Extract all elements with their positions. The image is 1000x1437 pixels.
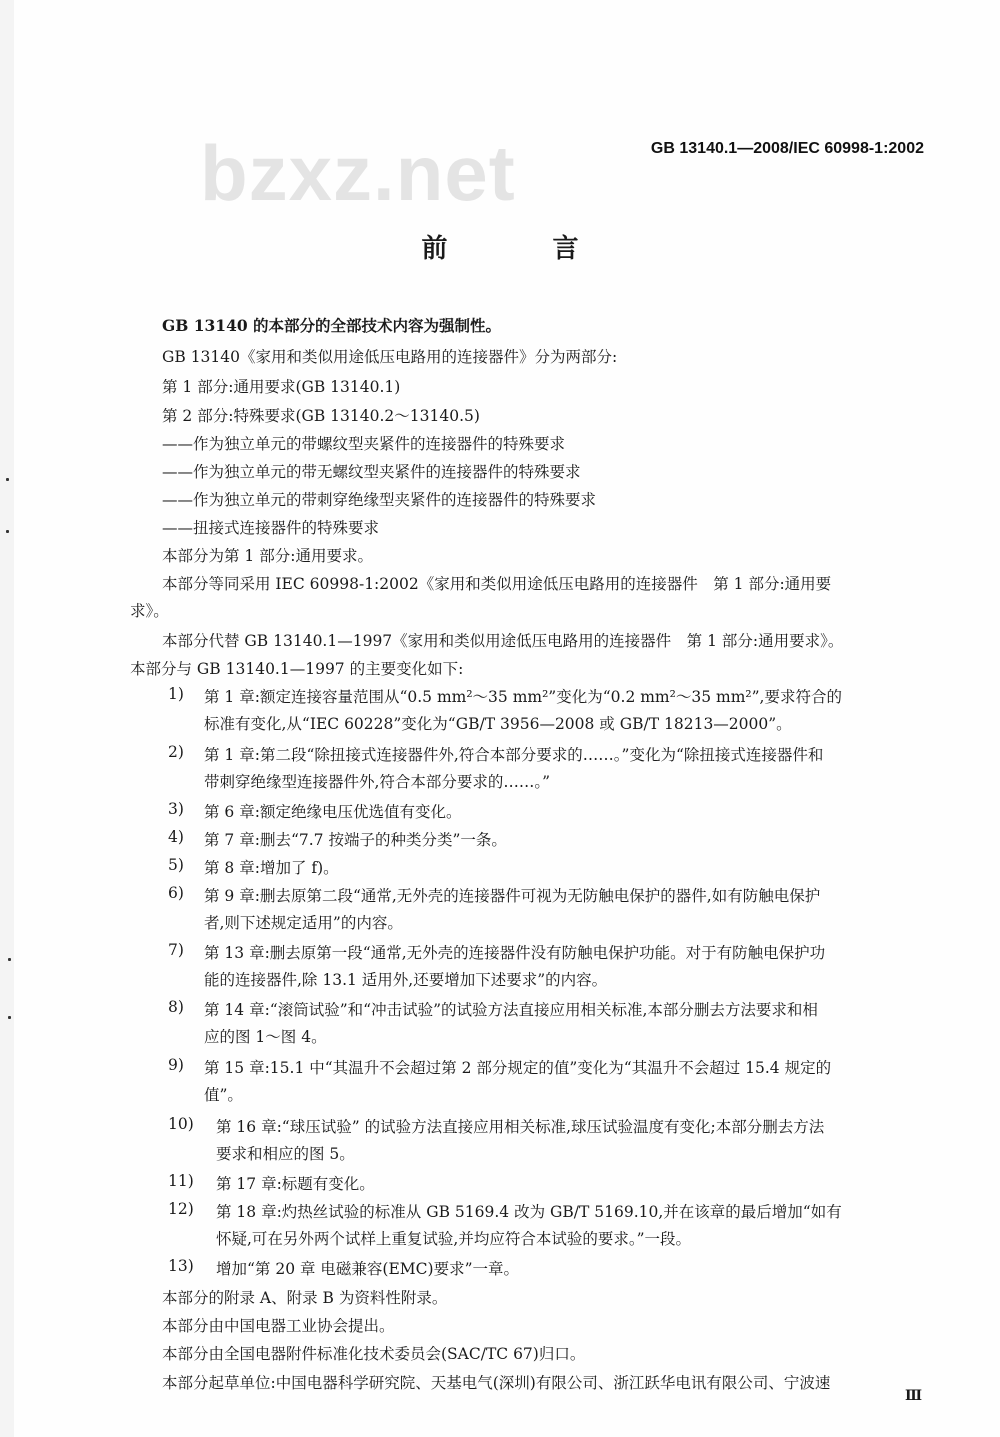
paragraph: 第 2 部分:特殊要求(GB 13140.2～13140.5) [162,407,480,425]
paragraph: 本部分由中国电器工业协会提出。 [162,1317,395,1335]
paragraph: GB 13140 的本部分的全部技术内容为强制性。 [162,316,502,335]
list-item-text: 第 1 章:额定连接容量范围从“0.5 mm²～35 mm²”变化为“0.2 mm²～35 mm²”,要求符合的 [204,688,842,706]
paragraph: 本部分由全国电器附件标准化技术委员会(SAC/TC 67)归口。 [162,1345,586,1363]
dash-item: ——作为独立单元的带无螺纹型夹紧件的连接器件的特殊要求 [162,463,581,481]
scan-edge [0,0,14,1437]
list-number: 11) [168,1172,194,1190]
list-item-text: 第 9 章:删去原第二段“通常,无外壳的连接器件可视为无防触电保护的器件,如有防触电保护 [204,887,821,905]
list-number: 10) [168,1115,194,1133]
page-number: Ⅲ [904,1388,922,1404]
list-number: 7) [168,941,184,959]
paragraph: 本部分的附录 A、附录 B 为资料性附录。 [162,1289,448,1307]
dash-item: ——扭接式连接器件的特殊要求 [162,519,380,537]
standard-number: GB 13140.1—2008/IEC 60998-1:2002 [650,140,924,157]
list-number: 1) [168,685,184,703]
paragraph: 本部分为第 1 部分:通用要求。 [162,547,373,565]
paragraph: 本部分起草单位:中国电器科学研究院、天基电气(深圳)有限公司、浙江跃华电讯有限公司、宁波速 [162,1374,831,1392]
list-number: 13) [168,1257,194,1275]
scan-speck [6,478,9,481]
list-item-text: 带刺穿绝缘型连接器件外,符合本部分要求的……。” [204,773,551,791]
list-number: 6) [168,884,184,902]
list-item-text: 第 14 章:“滚筒试验”和“冲击试验”的试验方法直接应用相关标准,本部分删去方法要求和相 [204,1001,818,1019]
list-item-text: 要求和相应的图 5。 [216,1145,355,1163]
list-number: 12) [168,1200,194,1218]
list-item-text: 能的连接器件,除 13.1 适用外,还要增加下述要求”的内容。 [204,971,608,989]
list-item-text: 第 18 章:灼热丝试验的标准从 GB 5169.4 改为 GB/T 5169.10,并在该章的最后增加“如有 [216,1203,842,1221]
paragraph: GB 13140《家用和类似用途低压电路用的连接器件》分为两部分: [162,348,618,366]
paragraph: 第 1 部分:通用要求(GB 13140.1) [162,378,401,396]
watermark: bzxz.net [200,129,516,217]
page-title: 前 言 [421,234,627,264]
list-item-text: 值”。 [204,1086,243,1104]
list-item-text: 标准有变化,从“IEC 60228”变化为“GB/T 3956—2008 或 GB/T 18213—2000”。 [204,715,792,733]
list-item-text: 第 13 章:删去原第一段“通常,无外壳的连接器件没有防触电保护功能。对于有防触电保护功 [204,944,826,962]
list-number: 5) [168,856,184,874]
list-item-text: 第 15 章:15.1 中“其温升不会超过第 2 部分规定的值”变化为“其温升不会超过 15.4 规定的 [204,1059,832,1077]
scan-speck [8,958,11,961]
list-number: 9) [168,1056,184,1074]
list-number: 8) [168,998,184,1016]
list-item-text: 第 16 章:“球压试验” 的试验方法直接应用相关标准,球压试验温度有变化;本部分删去方法 [216,1118,825,1136]
list-number: 4) [168,828,184,846]
paragraph: 本部分等同采用 IEC 60998-1:2002《家用和类似用途低压电路用的连接器件 第 1 部分:通用要 [162,575,832,593]
paragraph: 本部分与 GB 13140.1—1997 的主要变化如下: [130,660,464,678]
dash-item: ——作为独立单元的带刺穿绝缘型夹紧件的连接器件的特殊要求 [162,491,597,509]
scan-speck [8,1016,11,1019]
paragraph: 本部分代替 GB 13140.1—1997《家用和类似用途低压电路用的连接器件 第 1 部分:通用要求》。 [162,632,844,650]
paragraph-continuation: 求》。 [130,602,169,620]
dash-item: ——作为独立单元的带螺纹型夹紧件的连接器件的特殊要求 [162,435,566,453]
list-item-text: 第 17 章:标题有变化。 [216,1175,375,1193]
list-number: 3) [168,800,184,818]
list-item-text: 第 6 章:额定绝缘电压优选值有变化。 [204,803,462,821]
list-item-text: 增加“第 20 章 电磁兼容(EMC)要求”一章。 [216,1260,519,1278]
list-item-text: 怀疑,可在另外两个试样上重复试验,并均应符合本试验的要求。”一段。 [216,1230,692,1248]
list-item-text: 应的图 1～图 4。 [204,1028,327,1046]
list-item-text: 第 7 章:删去“7.7 按端子的种类分类”一条。 [204,831,507,849]
list-item-text: 者,则下述规定适用”的内容。 [204,914,403,932]
list-item-text: 第 8 章:增加了 f)。 [204,859,339,877]
list-item-text: 第 1 章:第二段“除扭接式连接器件外,符合本部分要求的……。”变化为“除扭接式连接器件和 [204,746,824,764]
scan-speck [6,530,9,533]
list-number: 2) [168,743,184,761]
